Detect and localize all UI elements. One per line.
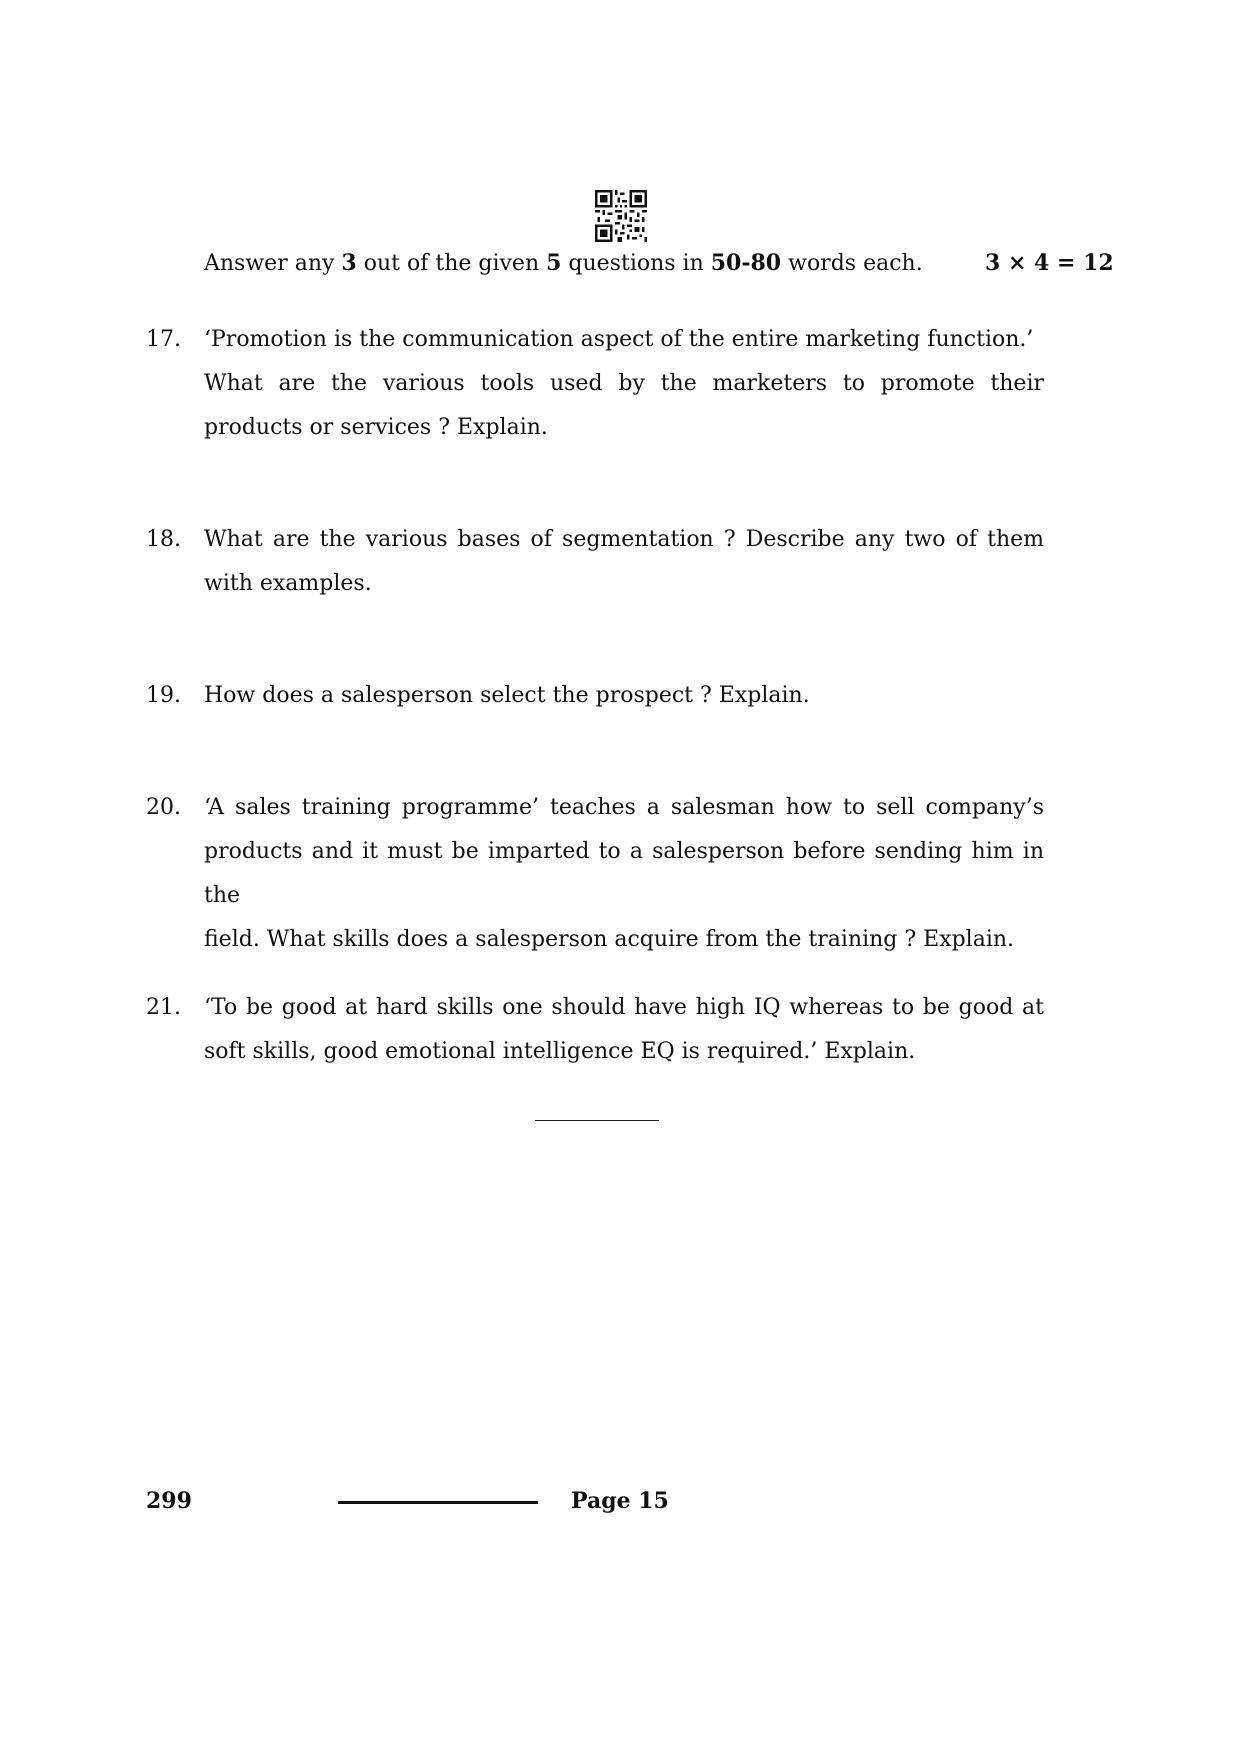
question-21 bbox=[146, 986, 1046, 1074]
question-text bbox=[204, 518, 1044, 606]
question-text bbox=[204, 318, 1044, 450]
section-marks: 3 × 4 = 12 bbox=[985, 250, 1114, 276]
instruction-words: 50-80 bbox=[710, 250, 782, 276]
footer-divider bbox=[338, 1501, 538, 1504]
end-of-section-divider bbox=[535, 1120, 659, 1121]
instruction-middle: out of the given bbox=[356, 251, 547, 276]
question-line: ‘To be good at hard skills one should have high IQ whereas to be good at bbox=[204, 995, 1044, 1020]
question-19 bbox=[146, 674, 1046, 718]
question-line: What are the various bases of segmentation ? Describe any two of them bbox=[204, 527, 1044, 552]
instruction-suffix: words each. bbox=[781, 251, 923, 276]
qr-code-icon bbox=[595, 190, 647, 242]
question-line: with examples. bbox=[204, 571, 372, 596]
paper-code: 299 bbox=[146, 1488, 192, 1514]
instruction-prefix: Answer any bbox=[204, 251, 342, 276]
question-text bbox=[204, 786, 1044, 962]
question-number: 17. bbox=[146, 327, 181, 352]
instruction-count: 3 bbox=[341, 250, 357, 276]
question-17 bbox=[146, 318, 1046, 450]
instruction-total: 5 bbox=[546, 250, 562, 276]
question-line: ‘A sales training programme’ teaches a salesman how to sell company’s bbox=[204, 795, 1044, 820]
question-line: soft skills, good emotional intelligence EQ is required.’ Explain. bbox=[204, 1039, 916, 1064]
question-number: 20. bbox=[146, 795, 181, 820]
question-number: 19. bbox=[146, 683, 181, 708]
question-line: How does a salesperson select the prospect ? Explain. bbox=[204, 683, 810, 708]
question-number: 18. bbox=[146, 527, 181, 552]
question-line: field. What skills does a salesperson acquire from the training ? Explain. bbox=[204, 927, 1015, 952]
question-text bbox=[204, 674, 1044, 718]
question-line: products or services ? Explain. bbox=[204, 415, 548, 440]
instruction-middle2: questions in bbox=[561, 251, 711, 276]
section-instruction bbox=[204, 248, 1104, 279]
question-number: 21. bbox=[146, 995, 181, 1020]
question-text bbox=[204, 986, 1044, 1074]
question-line: ‘Promotion is the communication aspect of the entire marketing function.’ bbox=[204, 327, 1034, 352]
question-20 bbox=[146, 786, 1046, 962]
question-18 bbox=[146, 518, 1046, 606]
question-line: What are the various tools used by the marketers to promote their bbox=[204, 371, 1044, 396]
question-line: products and it must be imparted to a salesperson before sending him in the bbox=[204, 839, 1044, 908]
page-number: Page 15 bbox=[571, 1488, 669, 1514]
